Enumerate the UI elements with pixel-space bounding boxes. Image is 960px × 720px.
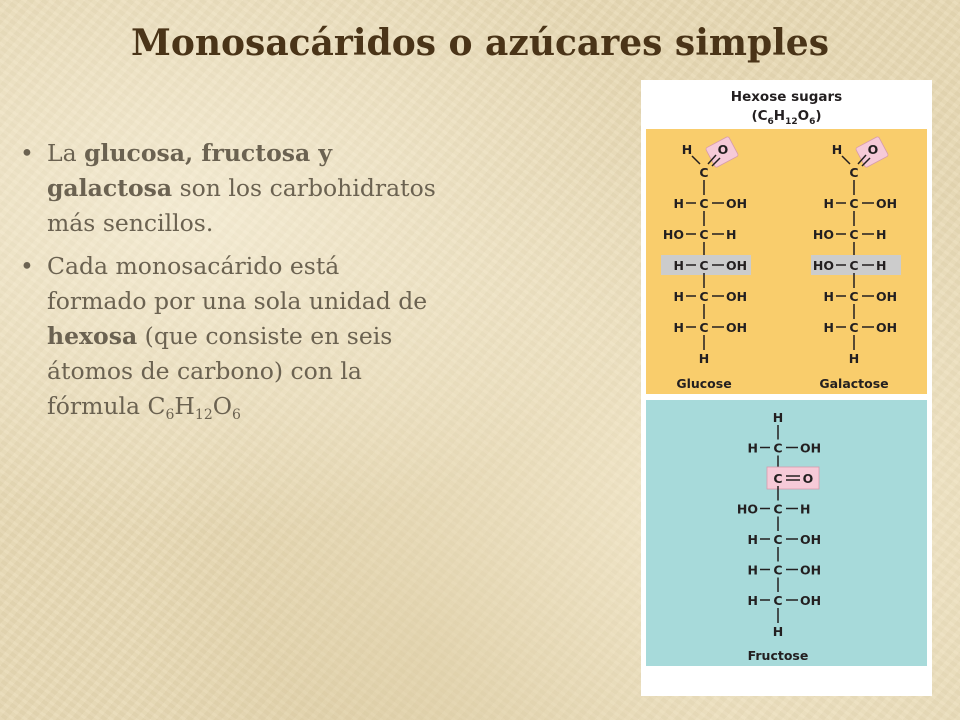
terminal-hydrogen: H — [772, 624, 784, 639]
substituent-left: HO — [812, 227, 834, 242]
bullet-text — [47, 252, 428, 423]
bullet-item — [20, 249, 440, 424]
substituent-right: H — [800, 501, 811, 517]
bullet-text-part: La — [47, 139, 85, 167]
carbon-atom: C — [773, 562, 783, 578]
bullet-text — [47, 139, 436, 237]
substituent-left: H — [747, 440, 758, 456]
substituent-right: OH — [800, 593, 822, 608]
bullet-text-bold: hexosa — [47, 322, 138, 350]
molecule-name: Fructose — [747, 648, 809, 663]
substituent-left: H — [673, 289, 684, 304]
carbon-atom: C — [849, 227, 859, 242]
formula-element: O — [212, 392, 233, 420]
carbon-atom: C — [849, 289, 859, 304]
substituent-left: H — [747, 532, 758, 547]
substituent-right: OH — [800, 562, 822, 578]
substituent-right: OH — [800, 532, 822, 547]
terminal-hydrogen: H — [698, 351, 710, 366]
ketose-panel — [646, 400, 927, 666]
terminal-hydrogen: H — [772, 410, 784, 425]
carbon-atom: C — [699, 165, 709, 180]
substituent-left: HO — [662, 227, 684, 242]
substituent-right: OH — [726, 289, 748, 304]
bullet-text-bold: glucosa, fructosa y galactosa — [47, 139, 333, 202]
substituent-left: H — [823, 320, 834, 335]
substituent-right: H — [726, 227, 737, 242]
carbon-atom: C — [849, 196, 859, 211]
carbon-atom: C — [849, 320, 859, 335]
bullet-text-part: (que consiste en seis átomos de carbono) con la fórmula — [47, 322, 393, 420]
substituent-left: H — [823, 196, 834, 211]
slide-title: Monosacáridos o azúcares simples — [131, 22, 829, 64]
formula-subscript: 12 — [785, 117, 798, 127]
oxygen-atom: O — [802, 471, 814, 486]
substituent-left: H — [673, 258, 684, 273]
formula-subscript: 6 — [165, 407, 175, 423]
formula-element: H — [174, 392, 195, 420]
formula-subscript: 6 — [767, 117, 774, 127]
formula-element: C — [147, 392, 166, 420]
figure-heading: Hexose sugars — [730, 89, 843, 105]
substituent-right: OH — [876, 196, 898, 211]
formula-subscript: 12 — [194, 407, 213, 423]
carbon-atom: C — [849, 258, 859, 273]
substituent-left: HO — [736, 501, 758, 517]
formula-element: H — [773, 108, 786, 124]
bullet-text-part: son los carbohidratos más sencillos. — [47, 174, 436, 237]
carbon-atom: C — [773, 440, 783, 456]
substituent-left: H — [673, 196, 684, 211]
aldehyde-hydrogen: H — [831, 142, 843, 157]
carbon-atom: C — [699, 227, 709, 242]
substituent-right: H — [876, 258, 887, 273]
carbon-atom: C — [849, 165, 859, 180]
substituent-right: OH — [800, 440, 822, 456]
formula-paren: ) — [815, 108, 822, 124]
aldehyde-oxygen: O — [717, 142, 729, 157]
substituent-left: H — [747, 593, 758, 608]
carbon-atom: C — [773, 532, 783, 547]
formula-subscript: 6 — [232, 407, 241, 423]
aldehyde-hydrogen: H — [681, 142, 693, 157]
substituent-right: OH — [726, 320, 748, 335]
substituent-left: H — [673, 320, 684, 335]
bullet-text-part: Cada monosacárido está formado por una sola unidad de — [47, 252, 428, 315]
carbon-atom: C — [773, 471, 783, 486]
substituent-left: H — [747, 562, 758, 578]
carbon-atom: C — [699, 196, 709, 211]
substituent-right: H — [876, 227, 887, 242]
substituent-right: OH — [876, 320, 898, 335]
formula-element: O — [797, 108, 810, 124]
aldehyde-oxygen: O — [867, 142, 879, 157]
bullet-item — [20, 136, 440, 241]
carbon-atom: C — [699, 289, 709, 304]
substituent-right: OH — [726, 258, 748, 273]
molecule-name: Galactose — [819, 376, 889, 391]
hexose-structures-diagram — [641, 80, 932, 696]
substituent-right: OH — [726, 196, 748, 211]
terminal-hydrogen: H — [848, 351, 860, 366]
carbon-atom: C — [773, 593, 783, 608]
carbon-atom: C — [699, 320, 709, 335]
bullet-list — [20, 136, 440, 432]
molecule-name: Glucose — [676, 376, 732, 391]
carbon-atom: C — [699, 258, 709, 273]
formula-paren: ( — [751, 108, 758, 124]
hexose-formula — [147, 392, 241, 423]
substituent-left: H — [823, 289, 834, 304]
formula-subscript: 6 — [809, 117, 816, 127]
substituent-left: HO — [812, 258, 834, 273]
substituent-right: OH — [876, 289, 898, 304]
hexose-sugars-figure — [641, 80, 932, 696]
carbon-atom: C — [773, 501, 783, 517]
formula-element: C — [757, 108, 768, 124]
